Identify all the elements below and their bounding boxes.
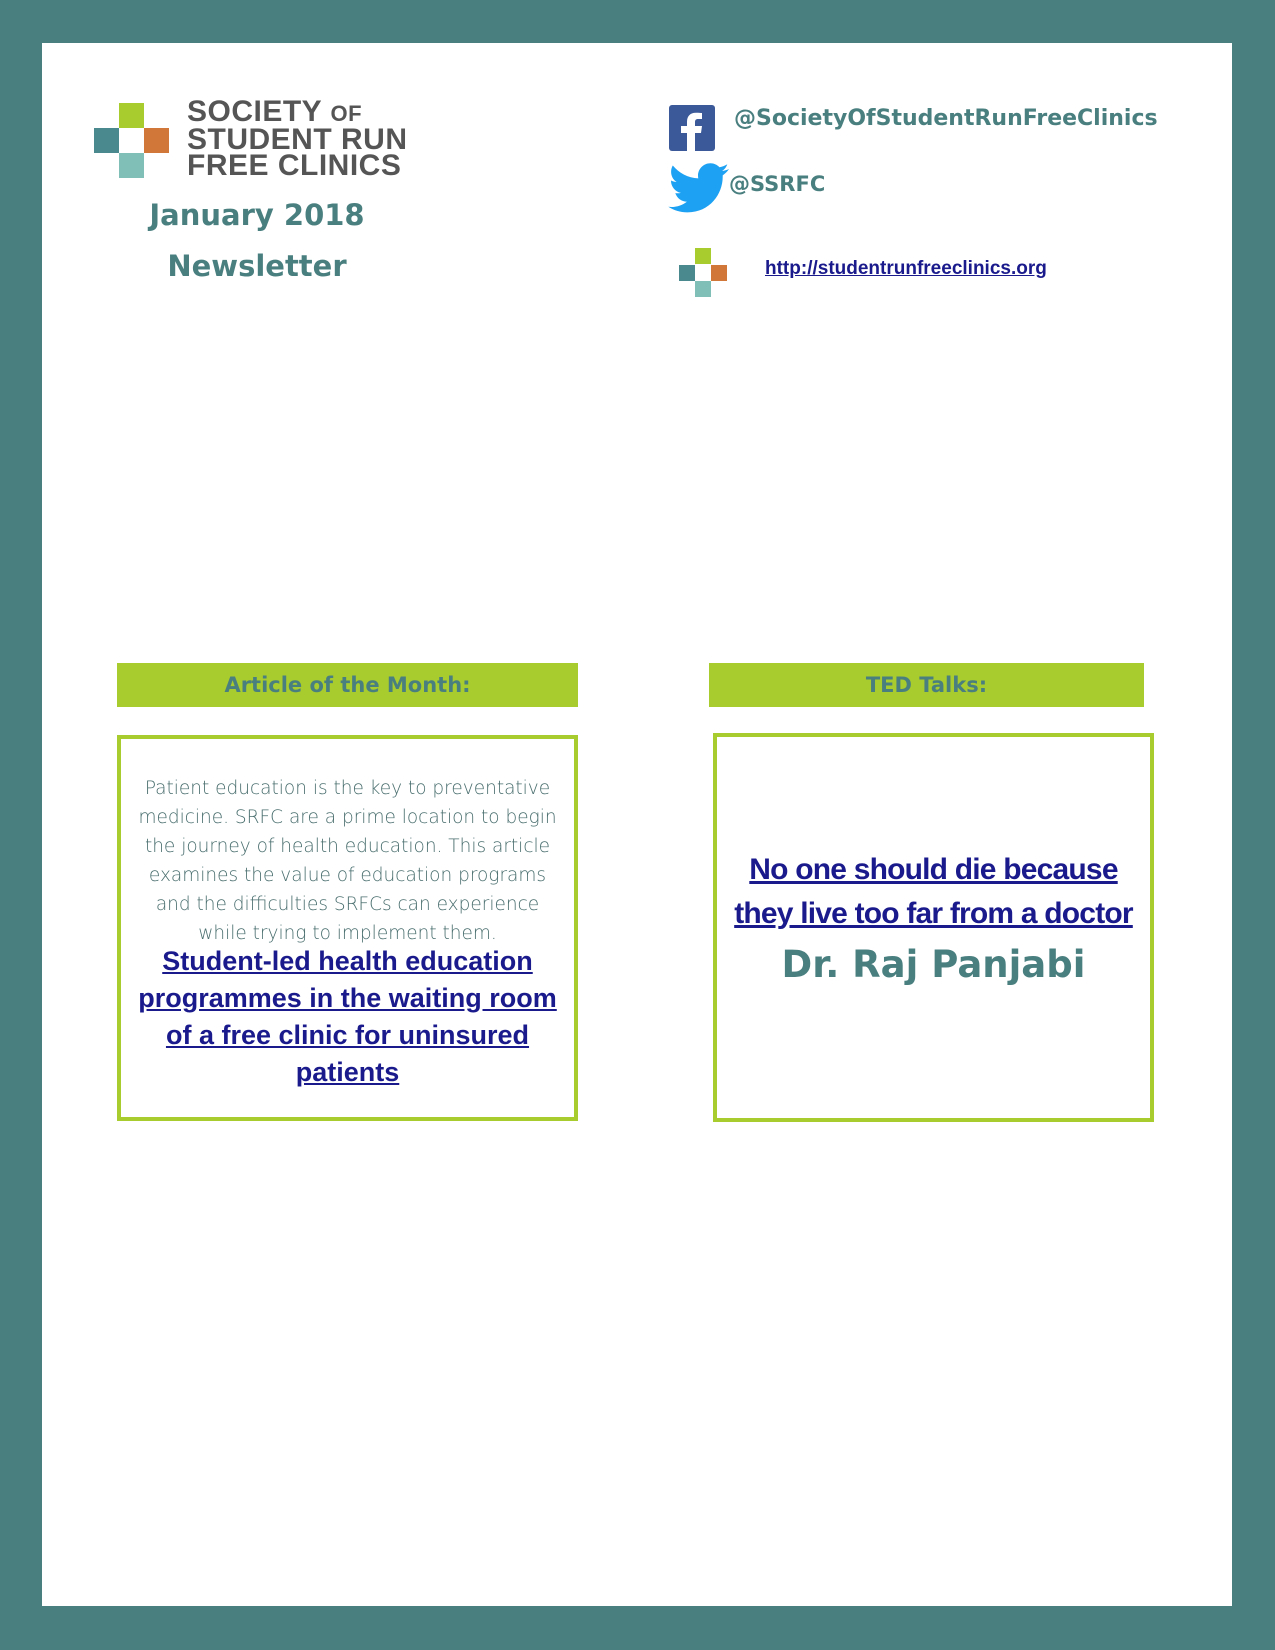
newsletter-page: [42, 43, 1232, 1606]
ssrfc-logo-icon: [678, 248, 728, 298]
logo-line2: STUDENT RUN: [187, 123, 408, 156]
ted-speaker: Dr. Raj Panjabi: [781, 943, 1086, 986]
ssrfc-logo-mark-icon: [94, 103, 174, 183]
ted-talk-link[interactable]: No one should die because they live too far from a doctor: [734, 853, 1133, 930]
ssrfc-logo: [94, 95, 434, 183]
issue-month: January 2018: [149, 198, 365, 232]
twitter-handle[interactable]: @SSRFC: [729, 172, 826, 196]
ted-section-header: TED Talks:: [709, 663, 1144, 707]
article-section-header: Article of the Month:: [117, 663, 578, 707]
website-link[interactable]: http://studentrunfreeclinics.org: [765, 258, 1047, 279]
facebook-icon[interactable]: [669, 105, 715, 151]
logo-line1: SOCIETY: [187, 95, 322, 128]
article-link[interactable]: Student-led health education programmes in the waiting room of a free clinic for uninsured patients: [138, 946, 557, 1087]
article-box: [117, 735, 578, 1121]
twitter-icon[interactable]: [668, 163, 730, 215]
ted-box: [713, 733, 1154, 1122]
logo-line3: FREE CLINICS: [187, 149, 402, 182]
facebook-handle[interactable]: @SocietyOfStudentRunFreeClinics: [734, 106, 1158, 131]
logo-of: OF: [330, 101, 363, 126]
logo-wordmark: [187, 95, 408, 182]
article-description: Patient education is the key to preventative medicine. SRFC are a prime location to begin the journey of health education. This article examines the value of education programs and the difficulties SRFCs can experience while trying to implement them.: [138, 778, 557, 944]
newsletter-title: Newsletter: [167, 249, 347, 283]
